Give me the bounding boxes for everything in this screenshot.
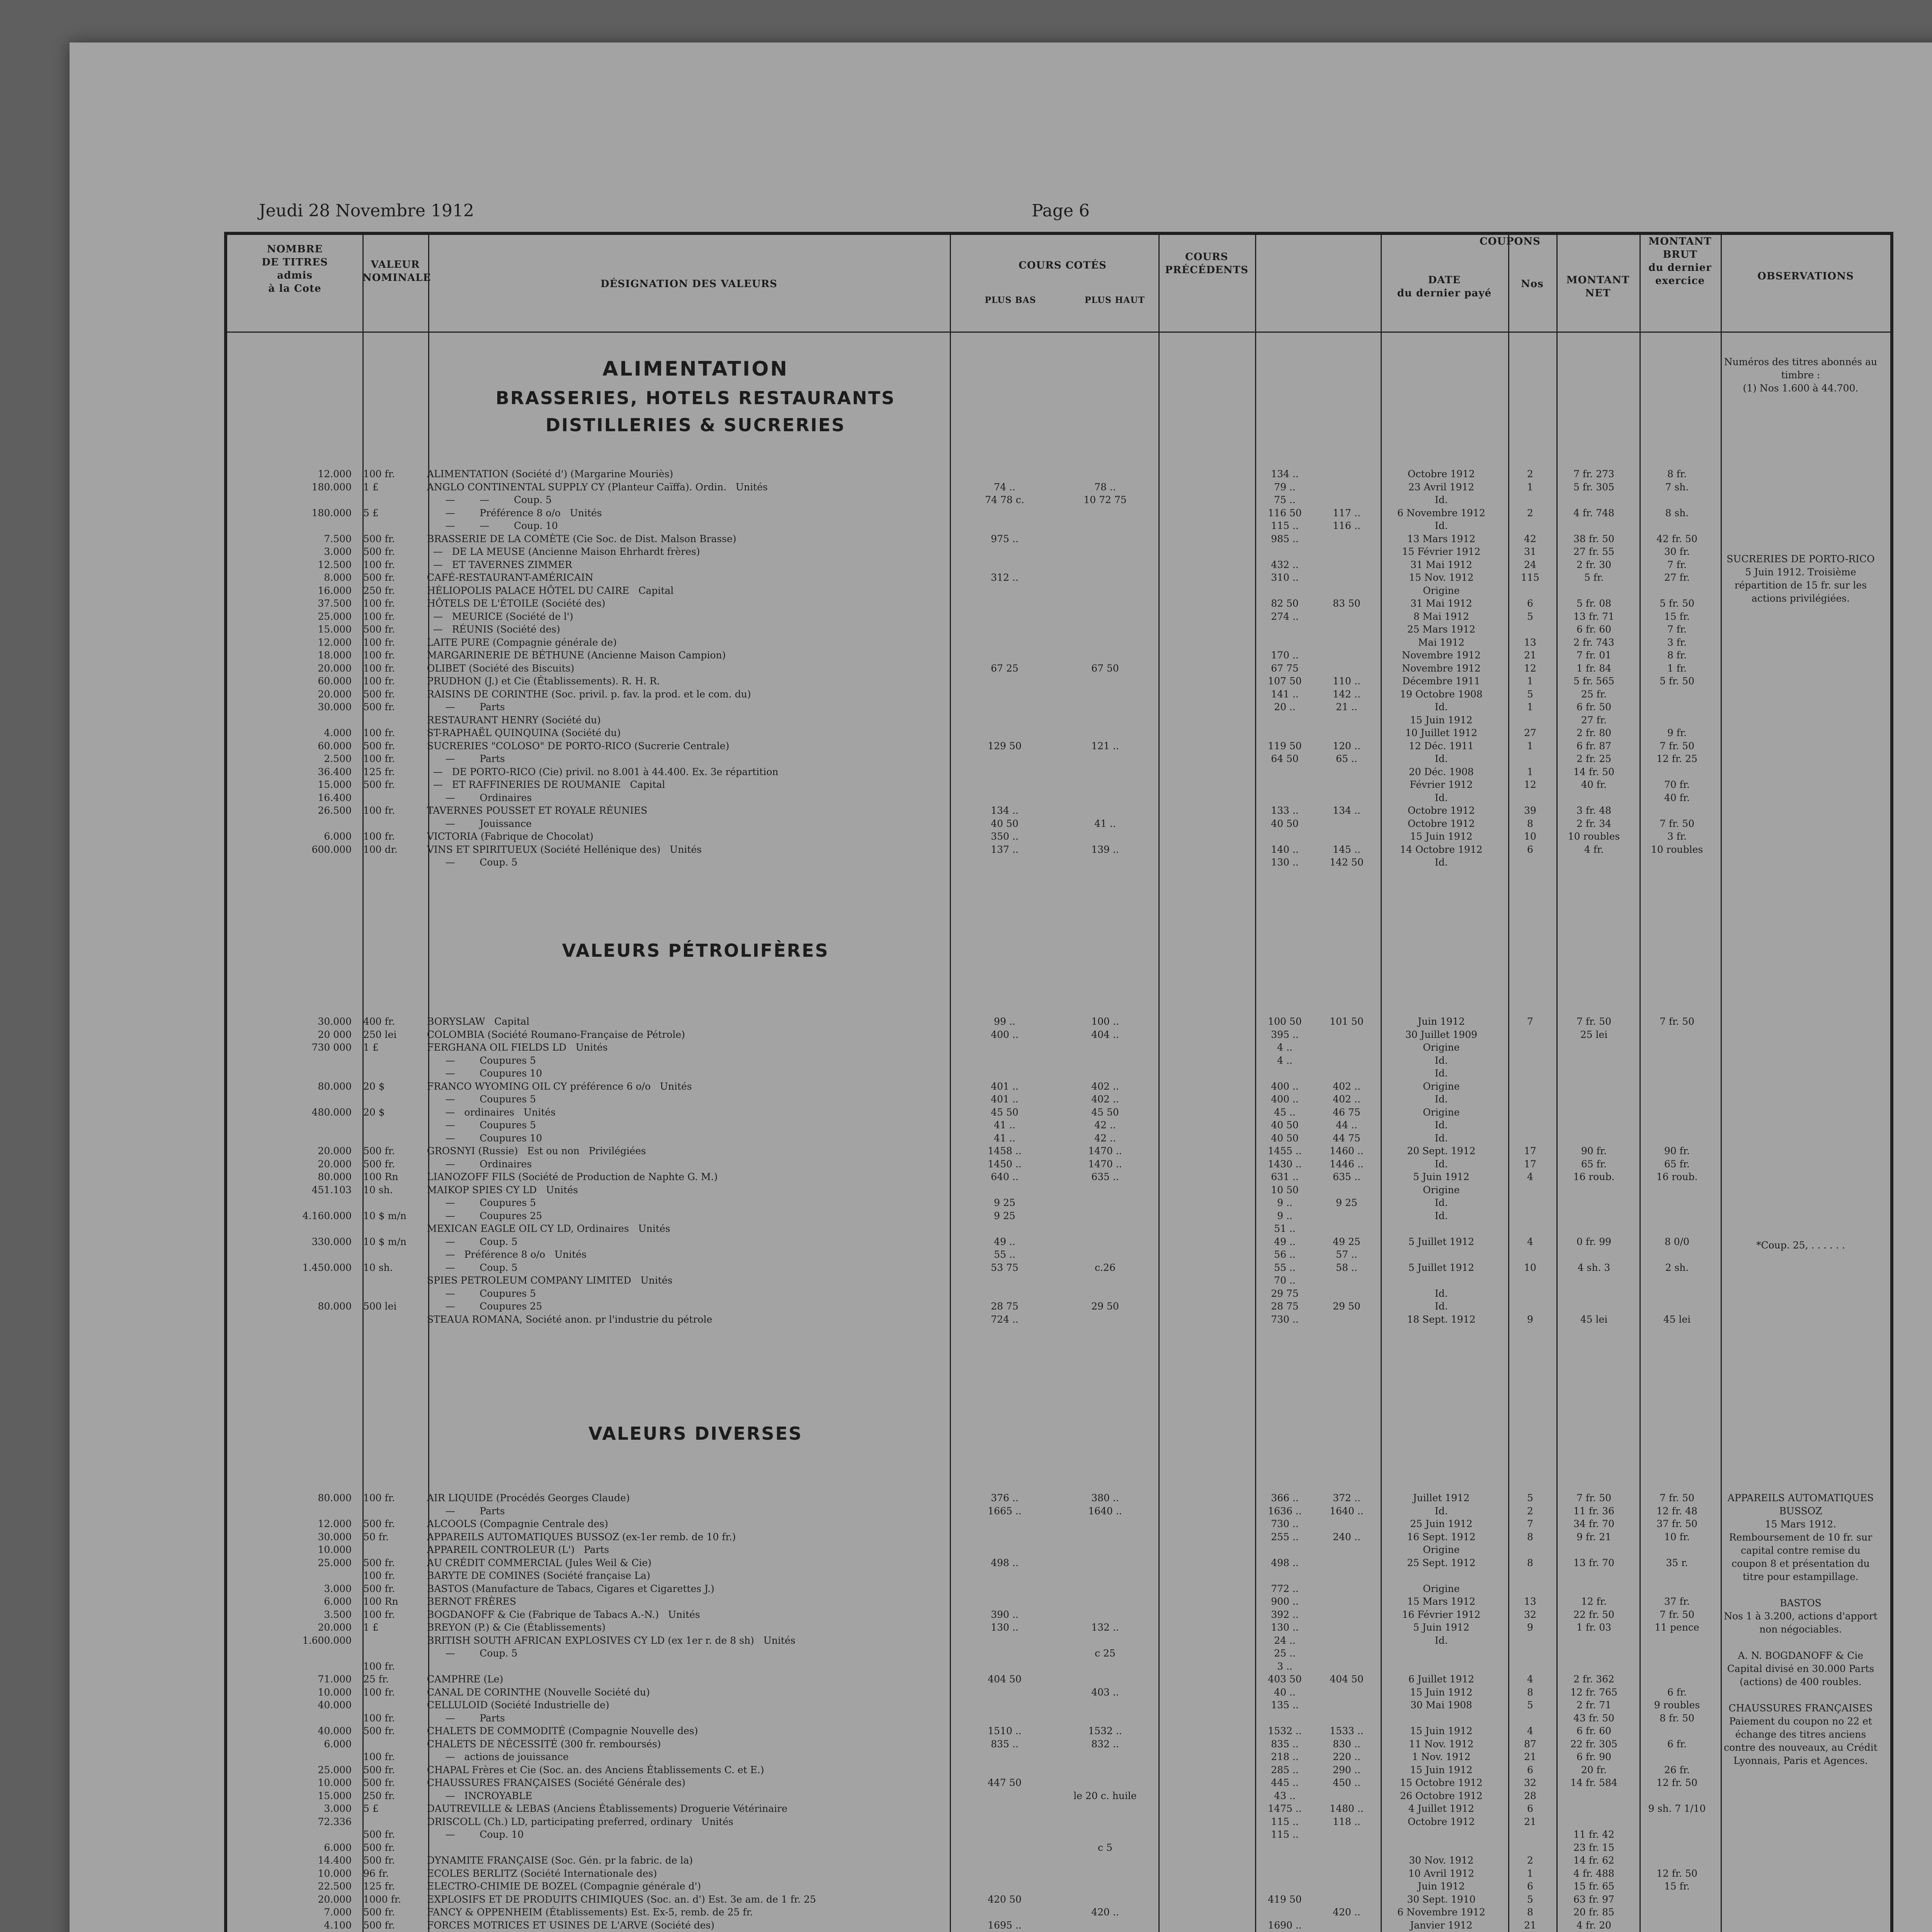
observations-petroliferes: *Coup. 25, . . . . . . — [1756, 1240, 1845, 1251]
plus-haut-column: 78 .. 10 72 75 67 50 121 .. 41 .. 139 .. — [1083, 481, 1127, 855]
col-nombre: NOMBRE DE TITRES admis à la Cote — [262, 243, 328, 294]
col-cours-prec: COURS PRÉCÉDENTS — [1165, 251, 1248, 276]
col-coupons: COUPONS — [1480, 236, 1541, 247]
block-petroliferes — [224, 989, 1893, 1337]
net-column: 7 fr. 273 5 fr. 305 4 fr. 748 38 fr. 50 27 fr. 55 2 fr. 30 5 fr. 5 fr. 08 13 fr. 71 6 fr. 60 2 fr. 743 7 fr. 01 1 fr. 84 5 fr. 565 25 fr. 6 fr. 50 27 fr. 2 fr. 80 6 fr. 87 2 fr. 25 14 fr. 50 40 fr. 3 fr. 48 2 fr. 34 10 roubles 4 fr. — [1568, 468, 1620, 855]
col-montant-net: MONTANT NET — [1566, 274, 1630, 299]
col-plus-bas: PLUS BAS — [985, 295, 1036, 305]
prec2-column: 117 .. 116 .. 83 50 110 .. 142 .. 21 .. 120 .. 65 .. 134 .. 145 .. 142 50 — [1330, 507, 1364, 868]
numero-column: 7 17 17 4 4 10 9 — [1524, 1016, 1536, 1325]
prec2-column: 372 .. 1640 .. 240 .. 404 50 1533 .. 830 .. 220 .. 290 .. 450 .. 1480 .. 118 .. 420 .. — [1330, 1492, 1364, 1918]
col-montant-brut: MONTANT BRUT du dernier exercice — [1648, 236, 1712, 287]
prec1-column: 134 .. 79 .. 75 .. 116 50 115 .. 985 .. 432 .. 310 .. 82 50 274 .. 170 .. 67 75 107 50 141 .. 20 .. 119 50 64 50 133 .. 40 50 140 .. 130 .. — [1268, 468, 1302, 868]
plus-haut-column: 100 .. 404 .. 402 .. 402 .. 45 50 42 .. 42 .. 1470 .. 1470 .. 635 .. c.26 29 50 — [1088, 1016, 1122, 1312]
col-date-dernier: DATE du dernier payé — [1397, 274, 1492, 299]
prec2-column: 101 50 402 .. 402 .. 46 75 44 .. 44 75 1460 .. 1446 .. 635 .. 9 25 49 25 57 .. 58 .. 29 50 — [1330, 1016, 1364, 1312]
section-alimentation-title: ALIMENTATION — [602, 357, 789, 381]
nombre-column: 12.000 180.000 180.000 7.500 3.000 12.500 8.000 16.000 37.500 25.000 15.000 12.000 18.000 20.000 60.000 20.000 30.000 4.000 60.000 2.500 36.400 15.000 16.400 26.500 6.000 600.000 — [311, 468, 352, 855]
valeur-column: 400 fr. 250 lei 1 £ 20 $ 20 $ 500 fr. 500 fr. 100 Rn 10 sh. 10 $ m/n 10 $ m/n 10 sh. 500 lei — [363, 1016, 406, 1312]
brut-column: 8 fr. 7 sh. 8 sh. 42 fr. 50 30 fr. 7 fr. 27 fr. 5 fr. 50 15 fr. 7 fr. 3 fr. 8 fr. 1 fr. 5 fr. 50 9 fr. 7 fr. 50 12 fr. 25 70 fr. 40 fr. 7 fr. 50 3 fr. 10 roubles — [1651, 468, 1703, 855]
plus-haut-column: 380 .. 1640 .. 132 .. c 25 403 .. 1532 .. 832 .. le 20 c. huile c 5 420 .. — [1073, 1492, 1137, 1918]
valeur-column: 100 fr. 1 £ 5 £ 500 fr. 500 fr. 100 fr. 500 fr. 250 fr. 100 fr. 100 fr. 500 fr. 100 fr. 100 fr. 100 fr. 100 fr. 500 fr. 500 fr. 100 fr. 500 fr. 100 fr. 125 fr. 500 fr. 100 fr. 100 fr. 100 dr. — [363, 468, 398, 855]
col-numero: Nos — [1521, 278, 1544, 290]
designation-column: ALIMENTATION (Société d') (Margarine Mouriès) ANGLO CONTINENTAL SUPPLY CY (Planteur Caïffa). Ordin. Unités — — Coup. 5 — Préférence 8 o/o Unités — — Coup. 10 BRASSERIE DE LA COMÈTE (Cie Soc. de Dist. Malson Brasse) — DE LA MEUSE (Ancienne Maison Ehrhardt frères) — ET TAVERNES ZIMMER CAFÉ-RESTAURANT-AMÉRICAIN HÉLIOPOLIS PALACE HÔTEL DU CAIRE Capital HÔTELS DE L'ÉTOILE (Société des) — MEURICE (Société de l') — RÉUNIS (Société des) LAITE PURE (Compagnie générale de) MARGARINERIE DE BÉTHUNE (Ancienne Maison Campion) OLIBET (Société des Biscuits) PRUDHON (J.) et Cie (Établissements). R. H. R. RAISINS DE CORINTHE (Soc. privil. p. fav. la prod. et le com. du) — Parts RESTAURANT HENRY (Société du) ST-RAPHAËL QUINQUINA (Société du) SUCRERIES "COLOSO" DE PORTO-RICO (Sucrerie Centrale) — Parts — DE PORTO-RICO (Cie) privil. no 8.001 à 44.400. Ex. 3e répartition — ET RAFFINERIES DE ROUMANIE Capital — Ordinaires TAVERNES POUSSET ET ROYALE RÉUNIES — Jouissance VICTORIA (Fabrique de Chocolat) VINS ET SPIRITUEUX (Société Hellénique des) Unités — Coup. 5 — [427, 468, 779, 868]
plus-bas-column: 376 .. 1665 .. 498 .. 390 .. 130 .. 404 50 1510 .. 835 .. 447 50 420 50 1695 .. — [988, 1492, 1022, 1931]
prec1-column: 100 50 395 .. 4 .. 4 .. 400 .. 400 .. 45 .. 40 50 40 50 1455 .. 1430 .. 631 .. 10 50 9 .. 9 .. 51 .. 49 .. 56 .. 55 .. 70 .. 29 75 28 75 730 .. — [1268, 1016, 1302, 1325]
section-petroliferes-title: VALEURS PÉTROLIFÈRES — [562, 940, 829, 961]
brut-column: 7 fr. 50 90 fr. 65 fr. 16 roub. 8 0/0 2 sh. 45 lei — [1656, 1016, 1698, 1325]
date-column: Octobre 1912 23 Avril 1912 Id. 6 Novembre 1912 Id. 13 Mars 1912 15 Février 1912 31 Mai 1912 15 Nov. 1912 Origine 31 Mai 1912 8 Mai 1912 25 Mars 1912 Mai 1912 Novembre 1912 Novembre 1912 Décembre 1911 19 Octobre 1908 Id. 15 Juin 1912 10 Juillet 1912 12 Déc. 1911 Id. 20 Déc. 1908 Février 1912 Id. Octobre 1912 Octobre 1912 15 Juin 1912 14 Octobre 1912 Id. — [1397, 468, 1485, 868]
section-diverses-title: VALEURS DIVERSES — [588, 1423, 803, 1444]
date-column: Juillet 1912 Id. 25 Juin 1912 16 Sept. 1912 Origine 25 Sept. 1912 Origine 15 Mars 1912 16 Février 1912 5 Juin 1912 Id. 6 Juillet 1912 15 Juin 1912 30 Mai 1908 15 Juin 1912 11 Nov. 1912 1 Nov. 1912 15 Juin 1912 15 Octobre 1912 26 Octobre 1912 4 Juillet 1912 Octobre 1912 30 Nov. 1912 10 Avril 1912 Juin 1912 30 Sept. 1910 6 Novembre 1912 Janvier 1912 — [1397, 1492, 1485, 1931]
col-observations: OBSERVATIONS — [1757, 270, 1854, 282]
valeur-column: 100 fr. 500 fr. 50 fr. 500 fr. 100 fr. 500 fr. 100 Rn 100 fr. 1 £ 100 fr. 25 fr. 100 fr. 100 fr. 500 fr. 100 fr. 500 fr. 500 fr. 250 fr. 5 £ 500 fr. 500 fr. 500 fr. 96 fr. 125 fr. 1000 fr. 500 fr. 500 fr. — [363, 1492, 401, 1931]
plus-bas-column: 74 .. 74 78 c. 975 .. 312 .. 67 25 129 50 134 .. 40 50 350 .. 137 .. — [985, 481, 1024, 855]
nombre-column: 30.000 20 000 730 000 80.000 480.000 20.000 20.000 80.000 451.103 4.160.000 330.000 1.450.000 80.000 — [302, 1016, 352, 1312]
header-rule — [227, 332, 1890, 333]
designation-column: BORYSLAW Capital COLOMBIA (Société Roumano-Française de Pétrole) FERGHANA OIL FIELDS LD Unités — Coupures 5 — Coupures 10 FRANCO WYOMING OIL CY préférence 6 o/o Unités — Coupures 5 — ordinaires Unités — Coupures 5 — Coupures 10 GROSNYI (Russie) Est ou non Privilégiées — Ordinaires LIANOZOFF FILS (Société de Production de Naphte G. M.) MAIKOP SPIES CY LD Unités — Coupures 5 — Coupures 25 MEXICAN EAGLE OIL CY LD, Ordinaires Unités — Coup. 5 — Préférence 8 o/o Unités — Coup. 5 SPIES PETROLEUM COMPANY LIMITED Unités — Coupures 5 — Coupures 25 STEAUA ROMANA, Société anon. pr l'industrie du pétrole — [427, 1016, 718, 1325]
section-alimentation-subtitle2: DISTILLERIES & SUCRERIES — [545, 415, 846, 435]
brut-column: 7 fr. 50 12 fr. 48 37 fr. 50 10 fr. 35 r. 37 fr. 7 fr. 50 11 pence 6 fr. 9 roubles 8 fr. 50 6 fr. 26 fr. 12 fr. 50 9 sh. 7 1/10 12 fr. 50 15 fr. — [1648, 1492, 1706, 1892]
designation-column: AIR LIQUIDE (Procédés Georges Claude) — Parts ALCOOLS (Compagnie Centrale des) APPAREILS AUTOMATIQUES BUSSOZ (ex-1er remb. de 10 fr.) APPAREIL CONTROLEUR (L') Parts AU CRÉDIT COMMERCIAL (Jules Weil & Cie) BARYTE DE COMINES (Société française La) BASTOS (Manufacture de Tabacs, Cigares et Cigarettes J.) BERNOT FRÈRES BOGDANOFF & Cie (Fabrique de Tabacs A.-N.) Unités BREYON (P.) & Cie (Établissements) BRITISH SOUTH AFRICAN EXPLOSIVES CY LD (ex 1er r. de 8 sh) Unités — Coup. 5 CAMPHRE (Le) CANAL DE CORINTHE (Nouvelle Société du) CELLULOID (Société Industrielle de) — Parts CHALETS DE COMMODITÉ (Compagnie Nouvelle des) CHALETS DE NÉCESSITÉ (300 fr. remboursés) — actions de jouissance CHAPAL Frères et Cie (Soc. an. des Anciens Établissements C. et E.) CHAUSSURES FRANÇAISES (Société Générale des) — INCROYABLE DAUTREVILLE & LEBAS (Anciens Établissements) Droguerie Vétérinaire DRISCOLL (Ch.) LD, participating preferred, ordinary Unités — Coup. 10 DYNAMITE FRANÇAISE (Soc. Gén. pr la fabric. de la) ECOLES BERLITZ (Société Internationale des) ELECTRO-CHIMIE DE BOZEL (Compagnie générale d') EXPLOSIFS ET DE PRODUITS CHIMIQUES (Soc. an. d') Est. 3e am. de 1 fr. 25 FANCY & OPPENHEIM (Établissements) Est. Ex-5, remb. de 25 fr. FORCES MOTRICES ET USINES DE L'ARVE (Société des) — [427, 1492, 816, 1931]
numero-column: 5 2 7 8 8 13 32 9 4 8 5 4 87 21 6 32 28 6 21 2 1 6 5 8 21 — [1524, 1492, 1536, 1931]
observations-diverses: APPAREILS AUTOMATIQUES BUSSOZ 15 Mars 1912. Remboursement de 10 fr. sur capital contre remise du coupon 8 et présentation du titre pour estampillage. BASTOS Nos 1 à 3.200, actions d'apport non négociables. A. N. BOGDANOFF & Cie Capital divisé en 30.000 Parts (actions) de 400 roubles. CHAUSSURES FRANÇAISES Paiement du coupon no 22 et échange des titres anciens contre des nouveaux, au Crédit Lyonnais, Paris et Agences. — [1724, 1492, 1878, 1766]
nombre-column: 80.000 12.000 30.000 10.000 25.000 3.000 6.000 3.500 20.000 1.600.000 71.000 10.000 40.000 40.000 6.000 25.000 10.000 15.000 3.000 72.336 6.000 14.400 10.000 22.500 20.000 7.000 4.100 — [302, 1492, 352, 1931]
col-cours-cotes: COURS COTÉS — [1019, 260, 1107, 271]
prec1-column: 366 .. 1636 .. 730 .. 255 .. 498 .. 772 .. 900 .. 392 .. 130 .. 24 .. 25 .. 3 .. 403 50 40 .. 135 .. 1532 .. 835 .. 218 .. 285 .. 445 .. 43 .. 1475 .. 115 .. 115 .. 419 50 1690 .. — [1268, 1492, 1302, 1931]
col-designation: DÉSIGNATION DES VALEURS — [600, 278, 777, 290]
col-valeur: VALEUR NOMINALE — [362, 259, 431, 284]
page-number: Page 6 — [1032, 201, 1090, 221]
numero-column: 2 1 2 42 31 24 115 6 5 13 21 12 1 5 1 27 1 1 12 39 8 10 6 — [1521, 468, 1539, 855]
page-date: Jeudi 28 Novembre 1912 — [259, 201, 474, 221]
date-column: Juin 1912 30 Juillet 1909 Origine Id. Id. Origine Id. Origine Id. Id. 20 Sept. 1912 Id. 5 Juin 1912 Origine Id. Id. 5 Juillet 1912 5 Juillet 1912 Id. Id. 18 Sept. 1912 — [1405, 1016, 1478, 1325]
col-plus-haut: PLUS HAUT — [1085, 295, 1145, 305]
observations-alimentation: Numéros des titres abonnés au timbre : (1) Nos 1.600 à 44.700. SUCRERIES DE PORTO-RICO 5 Juin 1912. Troisième répartition de 15 fr. sur les actions privilégiées. — [1724, 356, 1878, 604]
block-diverses — [224, 1492, 1893, 1932]
plus-bas-column: 99 .. 400 .. 401 .. 401 .. 45 50 41 .. 41 .. 1458 .. 1450 .. 640 .. 9 25 9 25 49 .. 55 .. 53 75 28 75 724 .. — [988, 1016, 1022, 1325]
section-alimentation-subtitle: BRASSERIES, HOTELS RESTAURANTS — [495, 388, 896, 408]
net-column: 7 fr. 50 11 fr. 36 34 fr. 70 9 fr. 21 13 fr. 70 12 fr. 22 fr. 50 1 fr. 03 2 fr. 362 12 fr. 765 2 fr. 71 43 fr. 50 6 fr. 60 22 fr. 305 6 fr. 90 20 fr. 14 fr. 584 11 fr. 42 23 fr. 15 14 fr. 62 4 fr. 488 15 fr. 65 63 fr. 97 20 fr. 85 4 fr. 20 — [1570, 1492, 1617, 1931]
net-column: 7 fr. 50 25 lei 90 fr. 65 fr. 16 roub. 0 fr. 99 4 sh. 3 45 lei — [1573, 1016, 1615, 1325]
page-header — [259, 201, 1905, 224]
